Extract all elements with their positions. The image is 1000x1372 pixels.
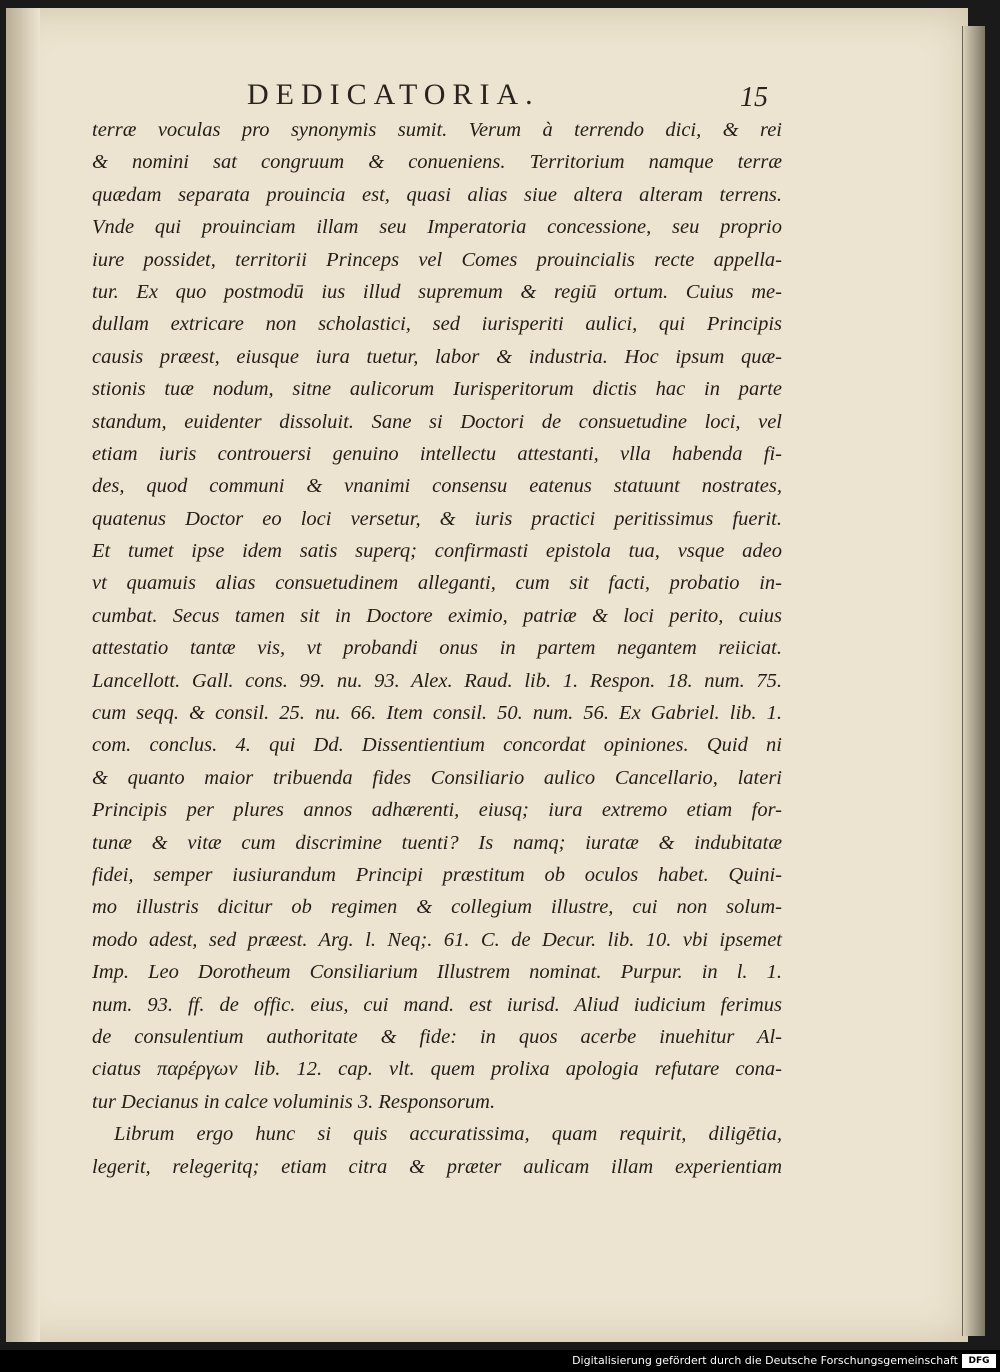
- text-line: etiam iuris controuersi genuino intellectu attestanti, vlla habenda fi-: [92, 442, 782, 465]
- text-block: [92, 114, 792, 1183]
- page-edge: [962, 26, 985, 1336]
- text-line: quatenus Doctor eo loci versetur, & iuris practici peritissimus fuerit.: [92, 507, 782, 530]
- text-line: fidei, semper iusiurandum Principi præstitum ob oculos habet. Quini-: [92, 863, 782, 886]
- page-number: 15: [740, 82, 768, 113]
- text-line: attestatio tantæ vis, vt probandi onus in partem negantem reiiciat.: [92, 637, 782, 660]
- page-gutter-shadow: [6, 8, 40, 1342]
- text-line: com. conclus. 4. qui Dd. Dissentientium concordat opiniones. Quid ni: [92, 734, 782, 757]
- text-line: quædam separata prouincia est, quasi alias siue altera alteram terrens.: [92, 183, 782, 206]
- text-line: stionis tuæ nodum, sitne aulicorum Iurisperitorum dictis hac in parte: [92, 378, 782, 401]
- text-line: tur. Ex quo postmodū ius illud supremum & regiū ortum. Cuius me-: [92, 280, 782, 303]
- text-line: standum, euidenter dissoluit. Sane si Doctori de consuetudine loci, vel: [92, 410, 782, 433]
- text-line: terræ voculas pro synonymis sumit. Verum à terrendo dici, & rei: [92, 119, 782, 141]
- text-line: & nomini sat congruum & conueniens. Territorium namque terræ: [92, 151, 782, 174]
- text-line: vt quamuis alias consuetudinem alleganti, cum sit facti, probatio in-: [92, 572, 782, 595]
- text-line: cumbat. Secus tamen sit in Doctore eximio, patriæ & loci perito, cuius: [92, 604, 782, 627]
- text-line: Principis per plures annos adhærenti, eiusq; iura extremo etiam for-: [92, 799, 782, 822]
- text-line-paragraph-start: Librum ergo hunc si quis accuratissima, quam requirit, diligētia,: [114, 1123, 782, 1146]
- text-line: & quanto maior tribuenda fides Consiliario aulico Cancellario, lateri: [92, 766, 782, 789]
- text-line: mo illustris dicitur ob regimen & collegium illustre, cui non solum-: [92, 896, 782, 919]
- text-line: Et tumet ipse idem satis superq; confirmasti epistola tua, vsque adeo: [92, 540, 782, 563]
- dfg-logo-icon: DFG: [962, 1354, 996, 1368]
- digitization-footer: [0, 1350, 1000, 1372]
- text-line: num. 93. ff. de offic. eius, cui mand. est iurisd. Aliud iudicium ferimus: [92, 993, 782, 1016]
- text-line-paragraph-end: tur Decianus in calce voluminis 3. Responsorum.: [92, 1090, 496, 1113]
- text-line: ciatus παρέργων lib. 12. cap. vlt. quem prolixa apologia refutare cona-: [92, 1058, 782, 1081]
- footer-credit: Digitalisierung gefördert durch die Deutsche Forschungsgemeinschaft: [572, 1354, 958, 1367]
- text-line: tunæ & vitæ cum discrimine tuenti? Is namq; iuratæ & indubitatæ: [92, 831, 782, 854]
- text-line: modo adest, sed præest. Arg. l. Neq;. 61. C. de Decur. lib. 10. vbi ipsemet: [92, 928, 782, 951]
- text-line: dullam extricare non scholastici, sed iurisperiti aulici, qui Principis: [92, 313, 782, 336]
- text-line: Lancellott. Gall. cons. 99. nu. 93. Alex. Raud. lib. 1. Respon. 18. num. 75.: [92, 669, 782, 692]
- text-line: de consulentium authoritate & fide: in quos acerbe inuehitur Al-: [92, 1025, 782, 1048]
- text-line: causis præest, eiusque iura tuetur, labor & industria. Hoc ipsum quæ-: [92, 345, 782, 368]
- text-line: Vnde qui prouinciam illam seu Imperatoria concessione, seu proprio: [92, 216, 782, 239]
- text-line: iure possidet, territorii Princeps vel Comes prouincialis recte appella-: [92, 248, 782, 271]
- text-line: legerit, relegeritq; etiam citra & præter aulicam illam experientiam: [92, 1155, 782, 1178]
- running-head: DEDICATORIA.: [247, 78, 540, 111]
- text-line: Imp. Leo Dorotheum Consiliarium Illustrem nominat. Purpur. in l. 1.: [92, 961, 782, 984]
- text-line: cum seqq. & consil. 25. nu. 66. Item consil. 50. num. 56. Ex Gabriel. lib. 1.: [92, 702, 782, 725]
- text-line: des, quod communi & vnanimi consensu eatenus statuunt nostrates,: [92, 475, 782, 498]
